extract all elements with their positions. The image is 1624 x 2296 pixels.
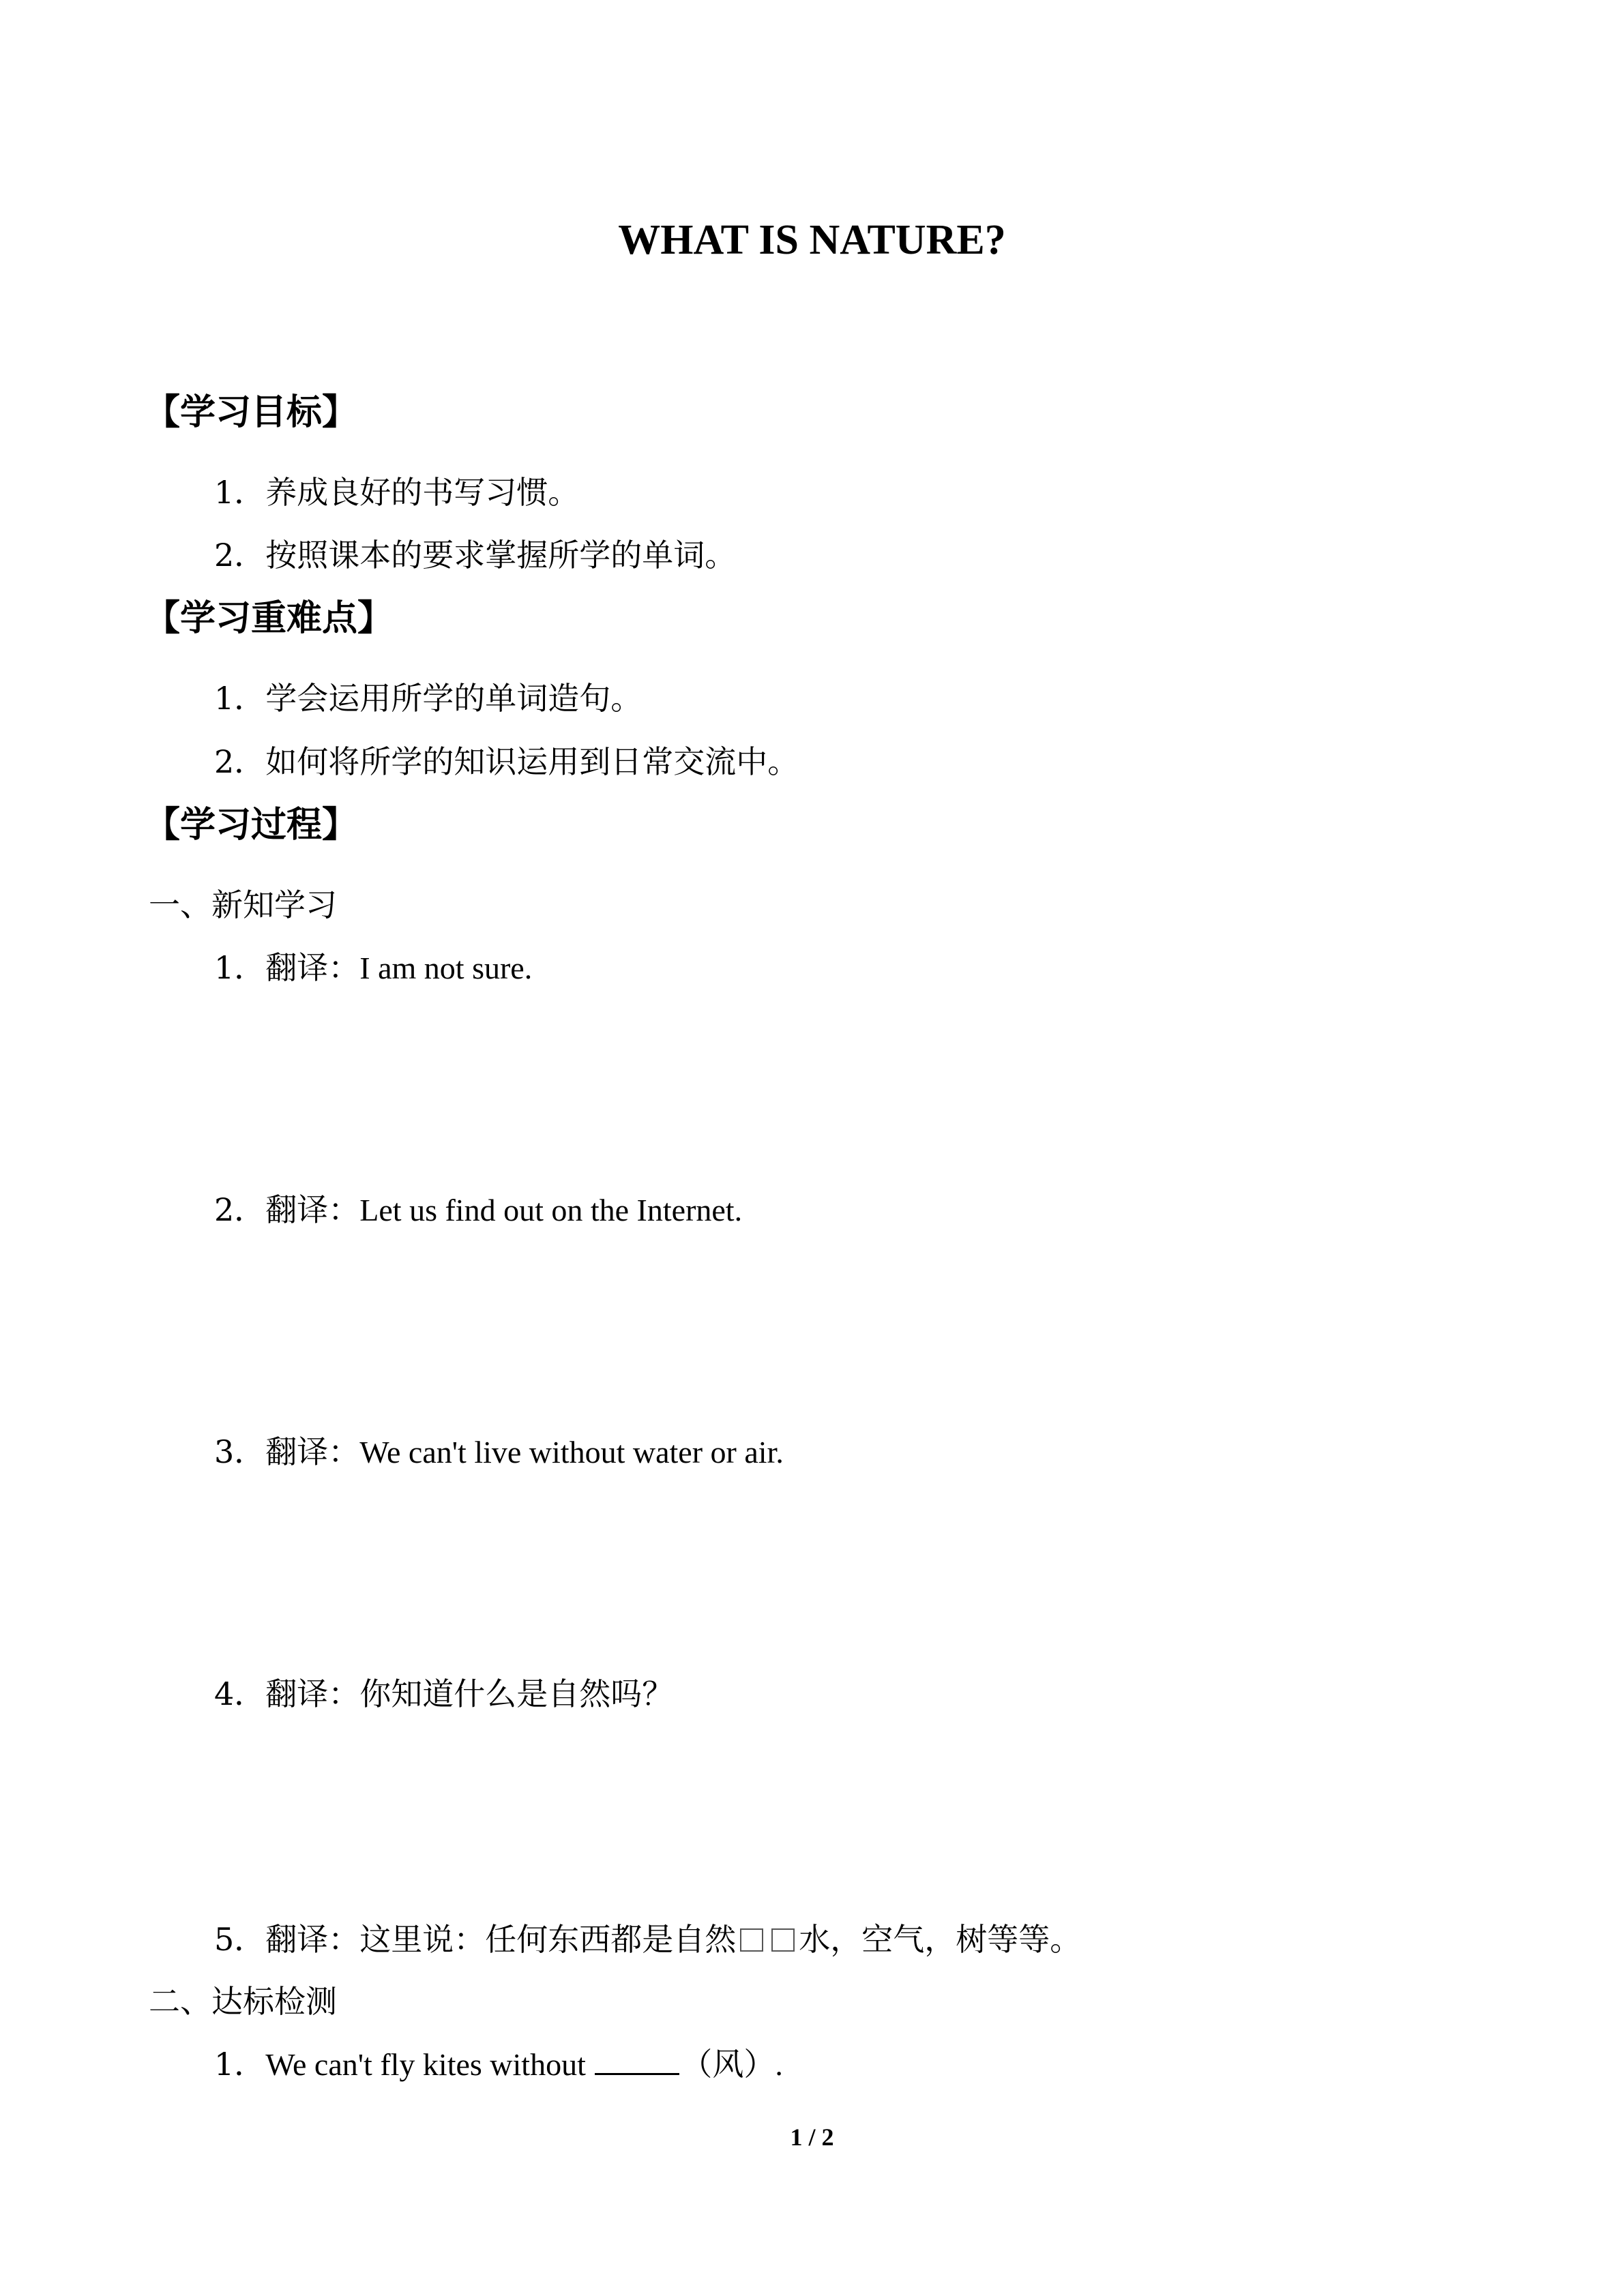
item-number: 1． bbox=[214, 2046, 266, 2083]
item-number: 1． bbox=[214, 949, 266, 986]
item-text: We can't live without water or air. bbox=[359, 1435, 784, 1470]
page-title: WHAT IS NATURE? bbox=[618, 217, 1006, 263]
item-number: 2． bbox=[214, 537, 266, 573]
item-text-after: . bbox=[775, 2047, 783, 2082]
item-prefix: 翻译： bbox=[265, 1191, 360, 1228]
section-heading-goals: 【学习目标】 bbox=[145, 392, 358, 433]
item-text: 如何将所学的知识运用到日常交流中。 bbox=[265, 743, 799, 780]
item-text-before: 这里说：任何东西都是自然 bbox=[359, 1921, 737, 1958]
item-prefix: 翻译： bbox=[265, 949, 360, 986]
item-number: 5． bbox=[214, 1921, 266, 1958]
item-text-before: We can't fly kites without bbox=[265, 2047, 594, 2082]
page-number: 1 / 2 bbox=[790, 2123, 834, 2151]
item-text: 学会运用所学的单词造句。 bbox=[265, 680, 643, 717]
translate-item-2 bbox=[214, 1188, 742, 1232]
item-prefix: 翻译： bbox=[265, 1675, 360, 1712]
item-text: Let us find out on the Internet. bbox=[359, 1193, 743, 1227]
item-prefix: 翻译： bbox=[265, 1921, 360, 1958]
item-text: 你知道什么是自然吗？ bbox=[359, 1675, 674, 1712]
goal-item-1 bbox=[214, 471, 579, 514]
item-number: 2． bbox=[214, 743, 266, 780]
translate-item-3 bbox=[214, 1430, 784, 1474]
item-text: I am not sure. bbox=[359, 951, 533, 985]
part-label-new-knowledge: 一、新知学习 bbox=[149, 886, 337, 923]
part-label-assessment: 二、达标检测 bbox=[149, 1983, 337, 2020]
section-heading-key-points: 【学习重难点】 bbox=[145, 598, 394, 639]
item-text-after: 水，空气，树等等。 bbox=[799, 1921, 1082, 1958]
item-hint: （风） bbox=[681, 2046, 776, 2083]
fill-in-blank[interactable] bbox=[595, 2043, 679, 2075]
item-text: 按照课本的要求掌握所学的单词。 bbox=[265, 537, 737, 573]
item-number: 1． bbox=[214, 680, 266, 717]
key-point-item-1 bbox=[214, 676, 642, 720]
item-text: 养成良好的书写习惯。 bbox=[265, 474, 580, 511]
item-number: 3． bbox=[214, 1433, 266, 1470]
item-number: 1． bbox=[214, 474, 266, 511]
translate-item-1 bbox=[214, 946, 532, 990]
placeholder-box bbox=[771, 1928, 795, 1952]
item-number: 2． bbox=[214, 1191, 266, 1228]
goal-item-2 bbox=[214, 533, 736, 577]
assessment-item-1 bbox=[214, 2042, 783, 2087]
key-point-item-2 bbox=[214, 740, 799, 784]
item-number: 4． bbox=[214, 1675, 266, 1712]
item-prefix: 翻译： bbox=[265, 1433, 360, 1470]
translate-item-4 bbox=[214, 1672, 673, 1716]
translate-item-5 bbox=[214, 1918, 1081, 1961]
section-heading-process: 【学习过程】 bbox=[145, 805, 358, 846]
placeholder-box bbox=[740, 1928, 763, 1952]
